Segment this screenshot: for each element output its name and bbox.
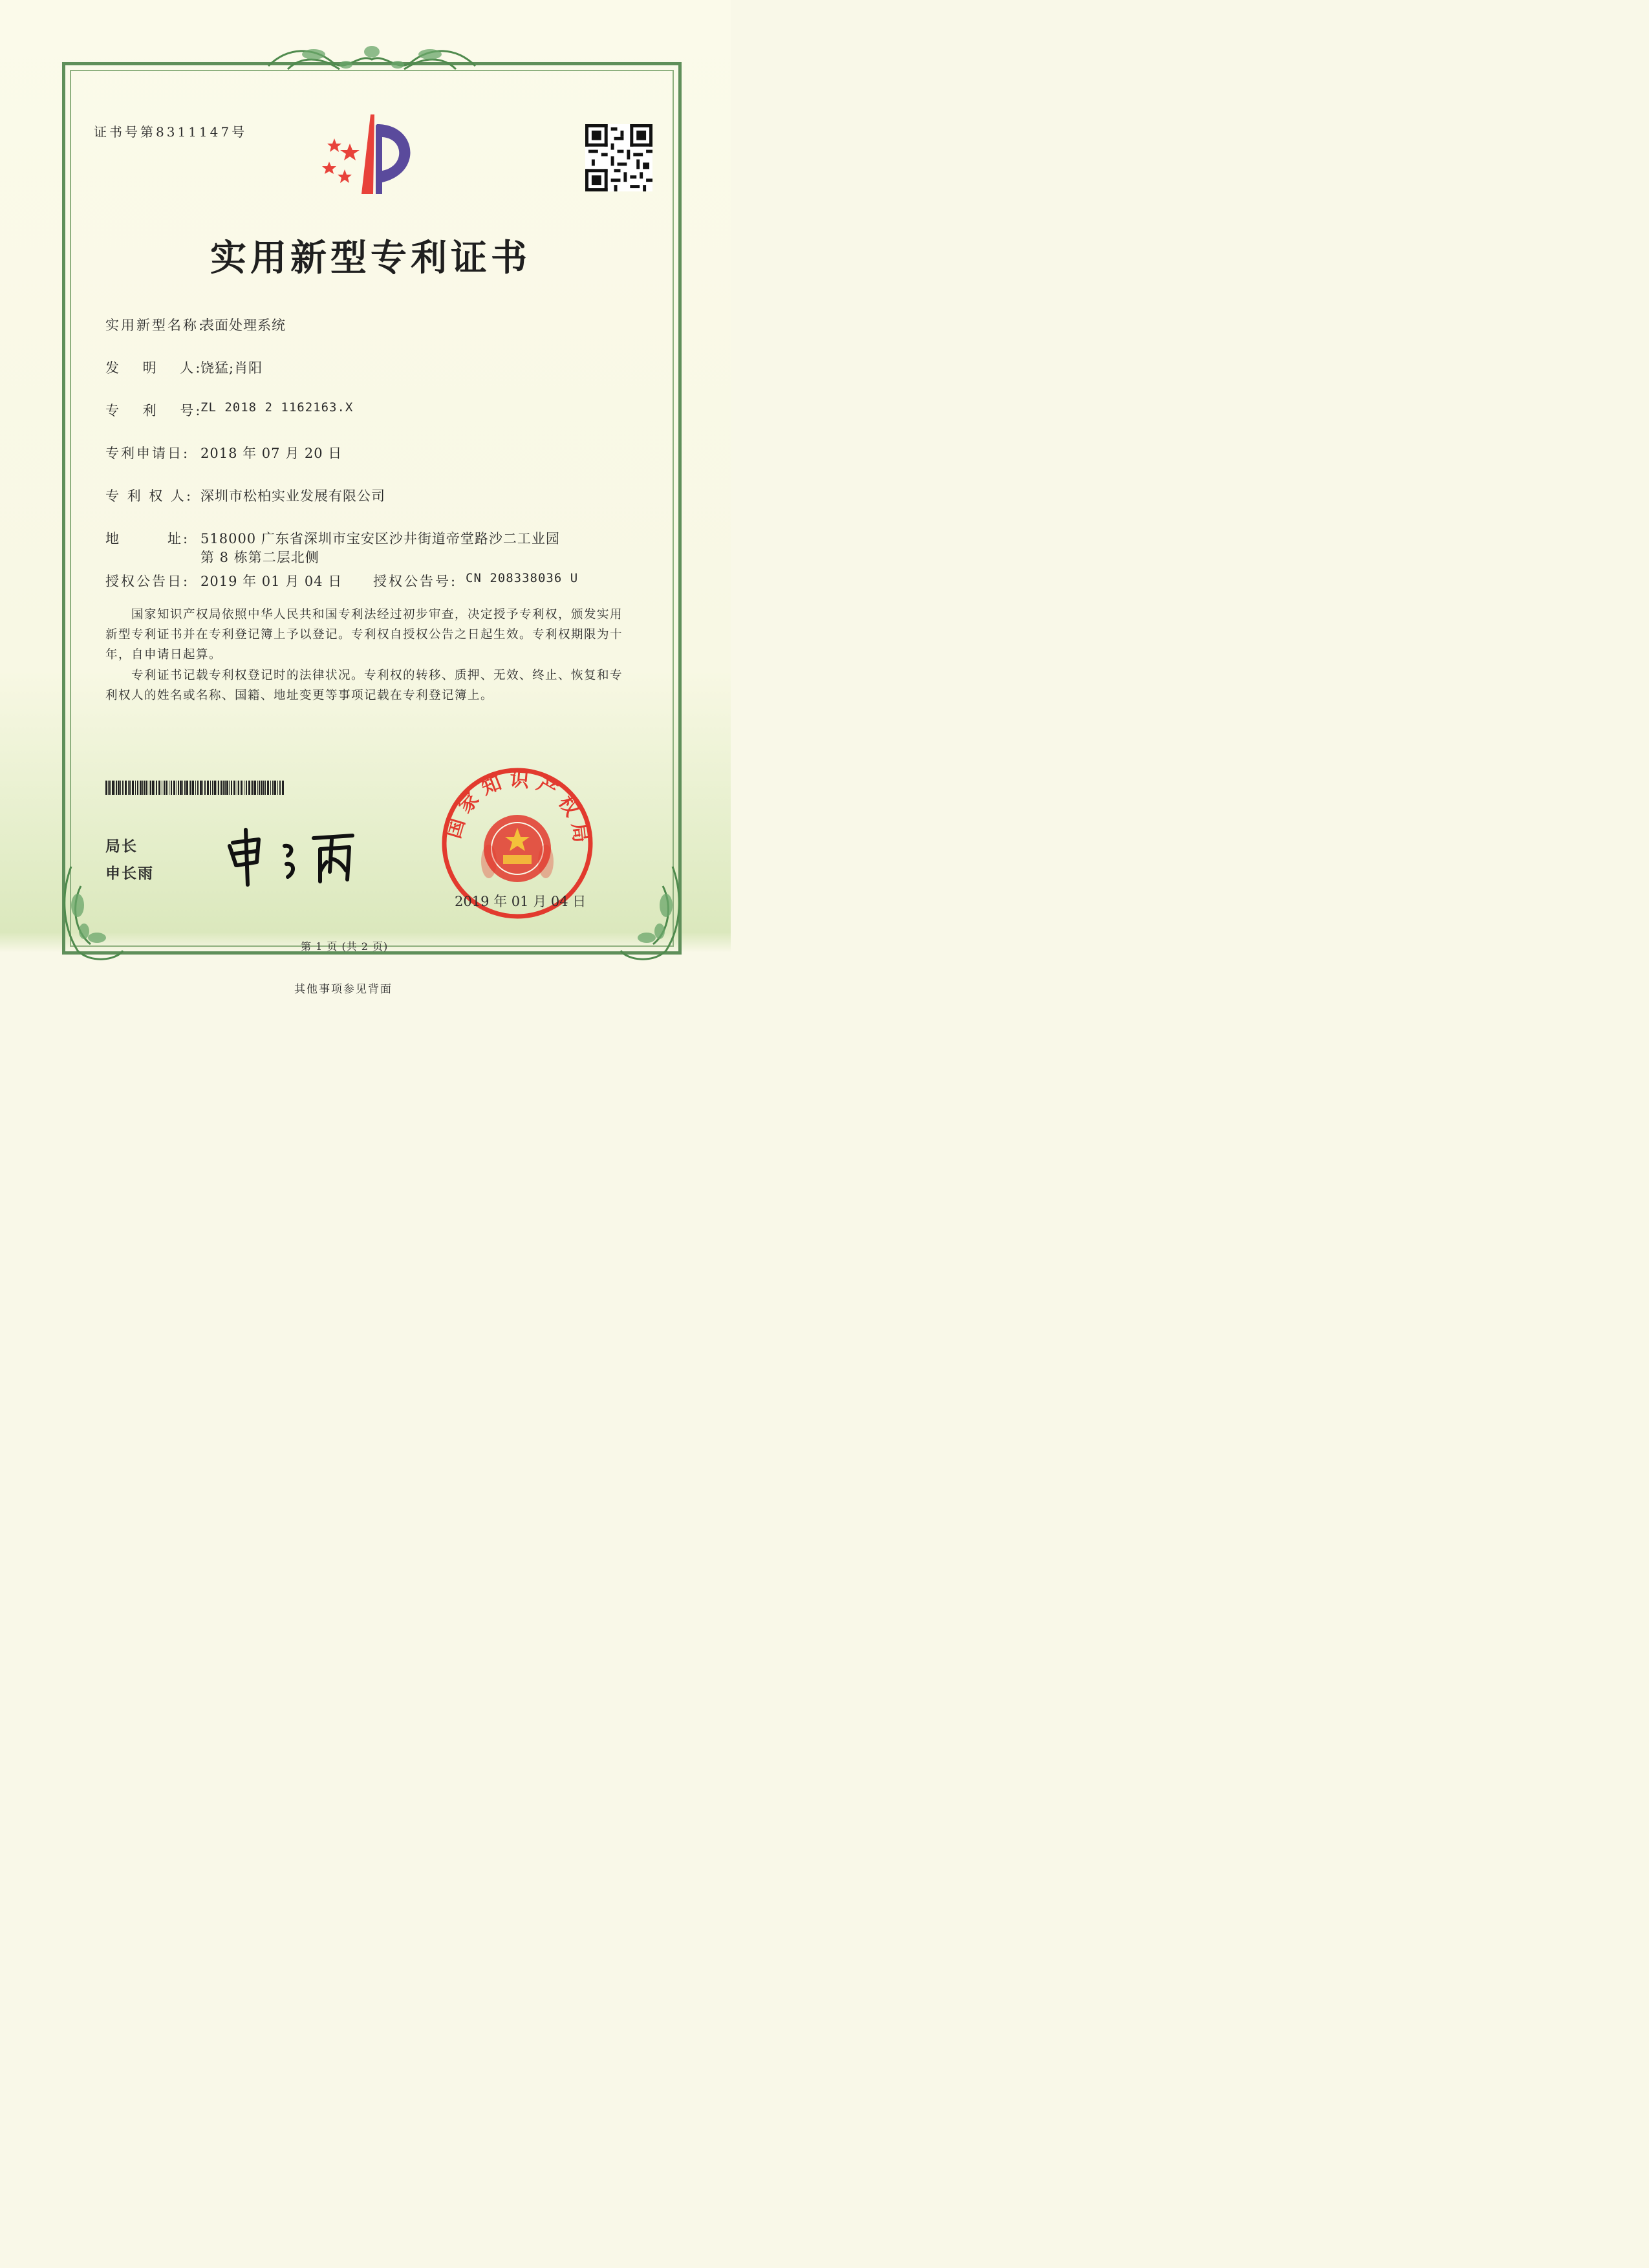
barcode-bar (221, 781, 222, 795)
filing-date-value: 2018 年 07 月 20 日 (200, 446, 343, 461)
grant-number-label: 授权公告号: (373, 574, 458, 589)
barcode-bar (214, 781, 216, 795)
barcode-bar (166, 781, 167, 795)
barcode-bar (224, 781, 226, 795)
top-ornament-icon (262, 40, 482, 79)
patent-number-value: ZL 2018 2 1162163.X (200, 400, 354, 415)
barcode-bar (164, 781, 165, 795)
grant-date-label: 授权公告日: (105, 574, 190, 589)
certificate-title: 实用新型专利证书 (210, 237, 531, 279)
barcode-bar (197, 781, 199, 795)
barcode-bar (241, 781, 242, 795)
barcode-bar (274, 781, 276, 795)
patent-number-label: 专 利 号: (105, 403, 202, 418)
barcode-bar (259, 781, 260, 795)
barcode-bar (272, 781, 274, 795)
barcode-bar (144, 781, 145, 795)
barcode-bar (257, 781, 258, 795)
barcode-bar (277, 781, 278, 795)
barcode-bar (142, 781, 143, 795)
barcode-bar (270, 781, 271, 795)
barcode-bar (158, 781, 160, 795)
barcode-bar (207, 781, 209, 795)
footer-note: 其他事项参见背面 (294, 983, 393, 996)
address-line-2: 第 8 栋第二层北侧 (200, 550, 319, 565)
barcode-bar (180, 781, 182, 795)
barcode-bar (129, 781, 131, 795)
barcode-bar (152, 781, 154, 795)
barcode-bar (125, 781, 127, 795)
barcode-bar (105, 781, 107, 795)
barcode-bar (178, 781, 179, 795)
barcode-bar (184, 781, 186, 795)
barcode-bar (156, 781, 157, 795)
paragraph-1-line-2: 新型专利证书并在专利登记簿上予以登记。专利权自授权公告之日起生效。专利权期限为十 (105, 628, 623, 642)
certificate-number: 证书号第8311147号 (94, 124, 248, 140)
paragraph-2-line-1: 专利证书记载专利权登记时的法律状况。专利权的转移、质押、无效、终止、恢复和专 (131, 669, 623, 682)
grant-number-value: CN 208338036 U (466, 571, 579, 585)
statement-paragraph-1 (105, 605, 641, 665)
page-number: 第 1 页 (共 2 页) (301, 940, 389, 953)
barcode-bar (226, 781, 228, 795)
barcode-bar (171, 781, 172, 795)
address-label: 地 址: (105, 531, 190, 546)
address-line-1: 518000 广东省深圳市宝安区沙井街道帝堂路沙二工业园 (200, 531, 560, 546)
utility-model-name-label: 实用新型名称: (105, 318, 206, 333)
cnipa-logo-icon (320, 111, 430, 199)
barcode-bar (118, 781, 120, 795)
barcode-bar (150, 781, 151, 795)
barcode-bar (173, 781, 175, 795)
barcode-icon (105, 781, 286, 795)
barcode-bar (200, 781, 202, 795)
barcode-bar (267, 781, 269, 795)
paragraph-1-line-1: 国家知识产权局依照中华人民共和国专利法经过初步审查，决定授予专利权，颁发实用 (131, 608, 623, 621)
paragraph-2-line-2: 利权人的姓名或名称、国籍、地址变更等事项记载在专利登记簿上。 (105, 689, 494, 702)
statement-paragraph-2 (105, 665, 641, 706)
barcode-bar (146, 781, 147, 795)
barcode-bar (246, 781, 247, 795)
patentee-label: 专 利 权 人: (105, 488, 193, 504)
grant-date-value: 2019 年 01 月 04 日 (200, 574, 343, 589)
barcode-bar (279, 781, 281, 795)
barcode-bar (108, 781, 109, 795)
barcode-bar (231, 781, 232, 795)
barcode-bar (229, 781, 230, 795)
patentee-value: 深圳市松柏实业发展有限公司 (200, 488, 385, 504)
barcode-bar (128, 781, 129, 795)
director-title: 局长 (105, 838, 138, 855)
barcode-bar (261, 781, 263, 795)
seal-date: 2019 年 01 月 04 日 (455, 894, 587, 909)
barcode-bar (182, 781, 183, 795)
barcode-bar (212, 781, 213, 795)
barcode-bar (282, 781, 284, 795)
director-name: 申长雨 (105, 865, 154, 882)
barcode-bar (120, 781, 121, 795)
barcode-bar (109, 781, 111, 795)
barcode-bar (202, 781, 203, 795)
inventor-label: 发 明 人: (105, 360, 202, 376)
barcode-bar (114, 781, 115, 795)
filing-date-label: 专利申请日: (105, 446, 190, 461)
barcode-bar (204, 781, 206, 795)
barcode-bar (218, 781, 219, 795)
barcode-bar (112, 781, 114, 795)
barcode-bar (132, 781, 134, 795)
barcode-bar (122, 781, 124, 795)
barcode-bar (186, 781, 188, 795)
barcode-bar (254, 781, 256, 795)
paragraph-1-line-3: 年，自申请日起算。 (105, 648, 222, 662)
bottom-right-ornament-icon (614, 860, 685, 964)
barcode-bar (233, 781, 235, 795)
inventor-value: 饶猛;肖阳 (200, 360, 263, 376)
barcode-bar (116, 781, 117, 795)
barcode-bar (195, 781, 196, 795)
qr-code-icon (585, 124, 652, 191)
barcode-bar (210, 781, 211, 795)
barcode-bar (192, 781, 194, 795)
utility-model-name-value: 表面处理系统 (200, 318, 286, 333)
barcode-bar (252, 781, 253, 795)
barcode-bar (135, 781, 136, 795)
barcode-bar (263, 781, 264, 795)
barcode-bar (264, 781, 266, 795)
barcode-bar (248, 781, 250, 795)
barcode-bar (223, 781, 224, 795)
barcode-bar (251, 781, 252, 795)
handwritten-signature-icon (223, 820, 378, 891)
barcode-bar (238, 781, 239, 795)
barcode-bar (140, 781, 142, 795)
barcode-bar (137, 781, 138, 795)
seal-text: 国家知识产权局 (442, 768, 593, 850)
barcode-bar (190, 781, 191, 795)
